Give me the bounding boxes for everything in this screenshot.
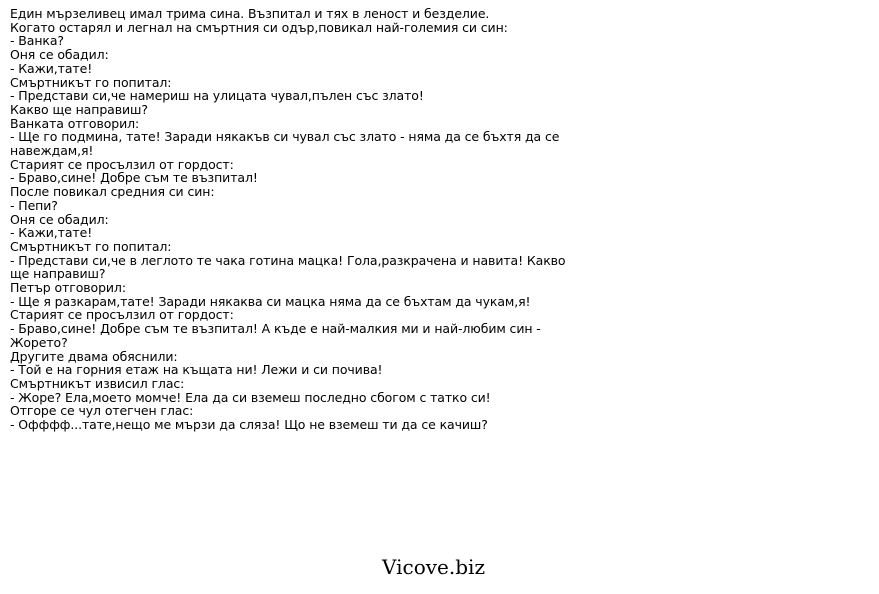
joke-text (10, 7, 570, 432)
joke-line: - Браво,сине! Добре съм те възпитал! А къде е най-малкия ми и най-любим син - Жорето? (10, 321, 541, 350)
joke-line: Другите двама обяснили: (10, 348, 178, 364)
joke-line: - Той е на горния етаж на къщата ни! Лежи и си почива! (10, 362, 383, 378)
joke-line: После повикал средния си син: (10, 184, 215, 200)
joke-line: Старият се просълзил от гордост: (10, 307, 234, 323)
joke-line: Оня се обадил: (10, 211, 109, 227)
joke-line: - Жоре? Ела,моето момче! Ела да си вземеш последно сбогом с татко си! (10, 389, 491, 405)
joke-line: Смъртникът извисил глас: (10, 375, 185, 391)
joke-line: - Офффф...тате,нещо ме мързи да сляза! Що не вземеш ти да се качиш? (10, 417, 488, 433)
joke-line: - Ще го подмина, тате! Заради някакъв си чувал със злато - няма да се бъхтя да се навеждам,я! (10, 129, 560, 159)
joke-line: Петър отговорил: (10, 280, 126, 296)
joke-line: - Кажи,тате! (10, 225, 93, 241)
joke-line: - Ванка? (10, 33, 64, 49)
joke-line: - Представи си,че намериш на улицата чувал,пълен със злато! (10, 88, 424, 104)
joke-line: - Кажи,тате! (10, 60, 93, 76)
joke-line: Какво ще направиш? (10, 101, 148, 117)
joke-line: - Браво,сине! Добре съм те възпитал! (10, 170, 258, 186)
joke-line: Старият се просълзил от гордост: (10, 156, 234, 172)
joke-line: Оня се обадил: (10, 47, 109, 63)
joke-line: - Представи си,че в леглото те чака готина мацка! Гола,разкрачена и навита! Какво ще направиш? (10, 252, 566, 282)
joke-line: Един мързеливец имал трима сина. Възпитал и тях в леност и безделие. (10, 6, 490, 21)
site-watermark: Vicove.biz (382, 555, 485, 579)
joke-line: - Ще я разкарам,тате! Заради някаква си мацка няма да се бъхтам да чукам,я! (10, 293, 531, 309)
joke-line: Ванката отговорил: (10, 115, 140, 131)
joke-line: Смъртникът го попитал: (10, 238, 172, 254)
joke-line: Отгоре се чул отегчен глас: (10, 403, 194, 419)
joke-line: - Пепи? (10, 197, 58, 213)
joke-line: Когато остарял и легнал на смъртния си одър,повикал най-големия си син: (10, 19, 508, 35)
joke-line: Смъртникът го попитал: (10, 74, 172, 90)
